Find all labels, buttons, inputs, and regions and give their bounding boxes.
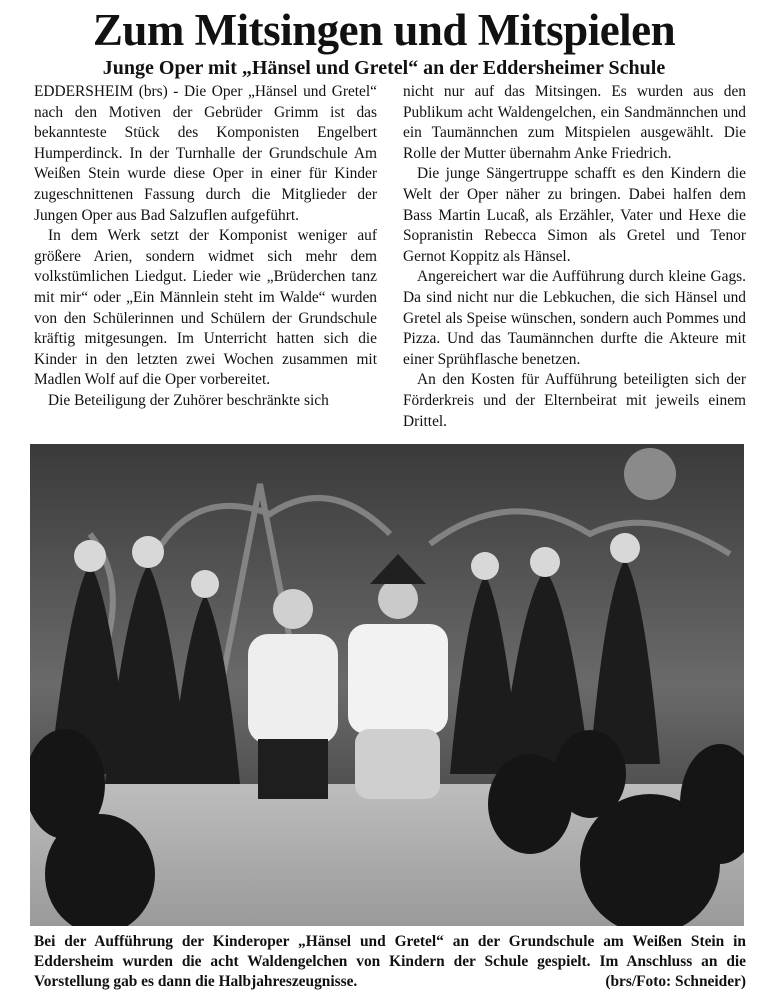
paragraph: EDDERSHEIM (brs) - Die Oper „Hänsel und Gretel“ nach den Motiven der Gebrüder Grimm ist das bekannteste Stück des Komponisten Engelbert Humperdinck. In der Turnhalle der Grundschule Am Weißen Stein wurde diese Oper in einer für Kinder zugeschnittenen Fassung durch die Mitglieder der Jungen Oper aus Bad Salzuflen aufgeführt. — [34, 83, 377, 224]
paragraph: Die Beteiligung der Zuhörer beschränkte sich — [48, 391, 329, 409]
paragraph: In dem Werk setzt der Komponist weniger auf größere Arien, sondern widmet sich mehr dem volkstümlichen Liedgut. Lieder wie „Brüderchen tanz mit mir“ oder „Ein Männlein steht im Walde“ wurden von den Schülerinnen und Schülern der Grundschule kräftig mitgesungen. Im Unterricht hatten sich die Kinder in den letzten zwei Wochen zusammen mit Madlen Wolf auf die Oper vorbereitet. — [34, 227, 377, 389]
paragraph: nicht nur auf das Mitsingen. Es wurden aus den Publikum acht Waldengelchen, ein Sandmännchen und ein Taumännchen zum Mitspielen ausgewählt. Die Rolle der Mutter übernahm Anke Friedrich. — [403, 83, 746, 162]
caption-text: Bei der Aufführung der Kinderoper „Hänsel und Gretel“ an der Grundschule am Weißen Stein in Eddersheim wurden die acht Waldengelchen von Kindern der Schule gespielt. Im Anschluss an die Vorstellung gab es dann die Halbjahreszeugnisse. — [34, 933, 746, 990]
paragraph: Die junge Sängertruppe schafft es den Kindern die Welt der Oper näher zu bringen. Dabei halfen dem Bass Martin Lucaß, als Erzähler, Vater und Hexe die Sopranistin Rebecca Simon als Gretel und Tenor Gernot Koppitz als Hänsel. — [403, 165, 746, 265]
paragraph: Angereichert war die Aufführung durch kleine Gags. Da sind nicht nur die Lebkuchen, die sich Hänsel und Gretel als Speise wünschen, sondern auch Pommes und Pizza. Und das Taumännchen durfte die Akteure mit einer Sprühflasche benetzen. — [403, 268, 746, 368]
subheadline: Junge Oper mit „Hänsel und Gretel“ an der Eddersheimer Schule — [102, 57, 666, 79]
paragraph: An den Kosten für Aufführung beteiligten sich der Förderkreis und der Elternbeirat mit jeweils einem Drittel. — [403, 371, 746, 430]
column-left — [34, 82, 377, 434]
column-right — [403, 82, 746, 434]
performance-photo — [30, 444, 744, 926]
headline: Zum Mitsingen und Mitspielen — [92, 5, 676, 55]
photo-caption — [34, 932, 746, 992]
sun-face-painting — [624, 448, 676, 500]
photo-credit: (brs/Foto: Schneider) — [605, 973, 746, 990]
photo-illustration — [30, 444, 744, 926]
article-body — [34, 82, 746, 434]
